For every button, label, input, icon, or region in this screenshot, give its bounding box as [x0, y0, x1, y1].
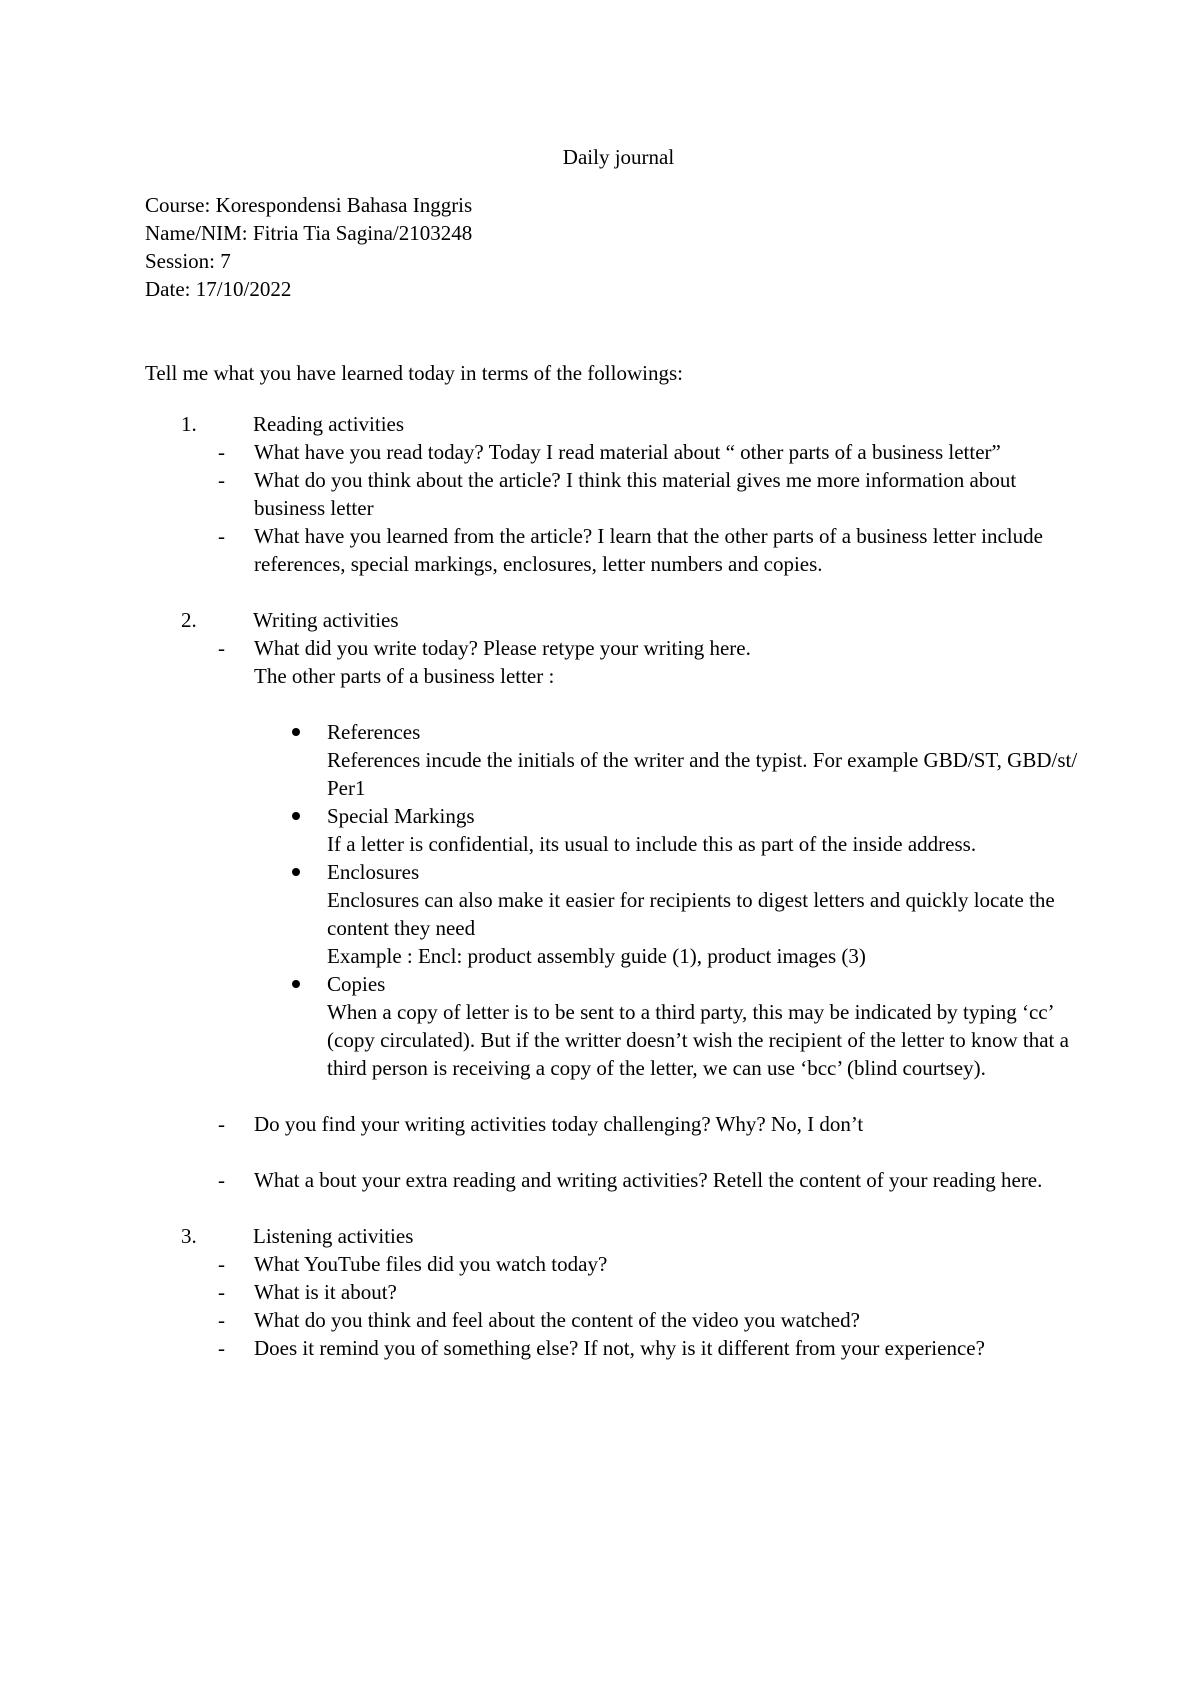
list-item [145, 1110, 1080, 1138]
section-title: Listening activities [253, 1224, 414, 1248]
bullet-dot-icon [290, 858, 327, 970]
meta-block [145, 191, 1080, 303]
bullet-detail: Example : Encl: product assembly guide (1), product images (3) [327, 944, 866, 968]
question-list [145, 1110, 1080, 1194]
bullet-item [145, 718, 1080, 802]
list-item [145, 1334, 1080, 1362]
writing-answer-intro: The other parts of a business letter : [254, 664, 555, 688]
question-list [145, 634, 1080, 690]
bullet-term: References [327, 720, 421, 744]
writing-question: What did you write today? Please retype your writing here. [254, 636, 751, 660]
list-item-text: What a bout your extra reading and writing activities? Retell the content of your reading here. [254, 1168, 1043, 1192]
bullet-detail: If a letter is confidential, its usual to include this as part of the inside address. [327, 832, 977, 856]
session-line: Session: 7 [145, 249, 231, 273]
list-item [145, 634, 1080, 690]
question-list [145, 438, 1080, 578]
list-item [145, 522, 1080, 578]
list-item-text: What have you learned from the article? I learn that the other parts of a business letter include references, special markings, enclosures, letter numbers and copies. [254, 524, 1043, 576]
bullet-item [145, 970, 1080, 1082]
section-writing [145, 606, 1080, 1194]
bullet-dot-icon [290, 970, 327, 1082]
section-title: Writing activities [253, 608, 399, 632]
section-number: 1. [181, 412, 197, 436]
list-item [145, 1278, 1080, 1306]
bullet-text [327, 970, 1080, 1082]
bullet-term: Copies [327, 972, 386, 996]
bullet-list [145, 718, 1080, 1082]
section-heading [145, 606, 1080, 634]
dash-marker: - [218, 1168, 225, 1192]
bullet-dot-icon [290, 718, 327, 802]
section-title: Reading activities [253, 412, 405, 436]
section-heading [145, 410, 1080, 438]
list-item-text: What YouTube files did you watch today? [254, 1252, 608, 1276]
document-title: Daily journal [562, 145, 675, 169]
prompt-text: Tell me what you have learned today in terms of the followings: [145, 361, 683, 385]
dash-marker: - [218, 1308, 225, 1332]
list-item [145, 1250, 1080, 1278]
list-item-text [254, 634, 1080, 690]
bullet-term: Enclosures [327, 860, 420, 884]
dash-marker: - [218, 1252, 225, 1276]
name-line: Name/NIM: Fitria Tia Sagina/2103248 [145, 221, 473, 245]
list-item [145, 1166, 1080, 1194]
bullet-detail: When a copy of letter is to be sent to a third party, this may be indicated by typing ‘cc’ (copy circulated). But if the writter doesn’t wish the recipient of the letter to know that a third person is receiving a copy of the letter, we can use ‘bcc’ (blind courtsey). [327, 1000, 1069, 1080]
list-item-text: What is it about? [254, 1280, 397, 1304]
bullet-detail: References incude the initials of the writer and the typist. For example GBD/ST, GBD/st/ Per1 [327, 748, 1078, 800]
bullet-detail: Enclosures can also make it easier for recipients to digest letters and quickly locate the content they need [327, 888, 1055, 940]
section-number: 2. [181, 608, 197, 632]
dash-marker: - [218, 468, 225, 492]
list-item-text: Do you find your writing activities today challenging? Why? No, I don’t [254, 1112, 864, 1136]
list-item [145, 438, 1080, 466]
bullet-term: Special Markings [327, 804, 475, 828]
list-item [145, 1306, 1080, 1334]
bullet-text [327, 718, 1080, 802]
dash-marker: - [218, 1280, 225, 1304]
bullet-text [327, 802, 1080, 858]
section-heading [145, 1222, 1080, 1250]
section-number: 3. [181, 1224, 197, 1248]
dash-marker: - [218, 1112, 225, 1136]
question-list [145, 1250, 1080, 1362]
dash-marker: - [218, 636, 225, 660]
dash-marker: - [218, 524, 225, 548]
date-line: Date: 17/10/2022 [145, 277, 292, 301]
bullet-text [327, 858, 1080, 970]
bullet-item [145, 858, 1080, 970]
list-item-text: Does it remind you of something else? If not, why is it different from your experience? [254, 1336, 985, 1360]
list-item [145, 466, 1080, 522]
list-item-text: What have you read today? Today I read material about “ other parts of a business letter” [254, 440, 1001, 464]
list-item-text: What do you think about the article? I think this material gives me more information about business letter [254, 468, 1017, 520]
course-line: Course: Korespondensi Bahasa Inggris [145, 193, 473, 217]
bullet-dot-icon [290, 802, 327, 858]
dash-marker: - [218, 440, 225, 464]
list-item-text: What do you think and feel about the content of the video you watched? [254, 1308, 860, 1332]
section-reading [145, 410, 1080, 578]
dash-marker: - [218, 1336, 225, 1360]
section-listening [145, 1222, 1080, 1362]
bullet-item [145, 802, 1080, 858]
activity-sections [145, 410, 1080, 1362]
